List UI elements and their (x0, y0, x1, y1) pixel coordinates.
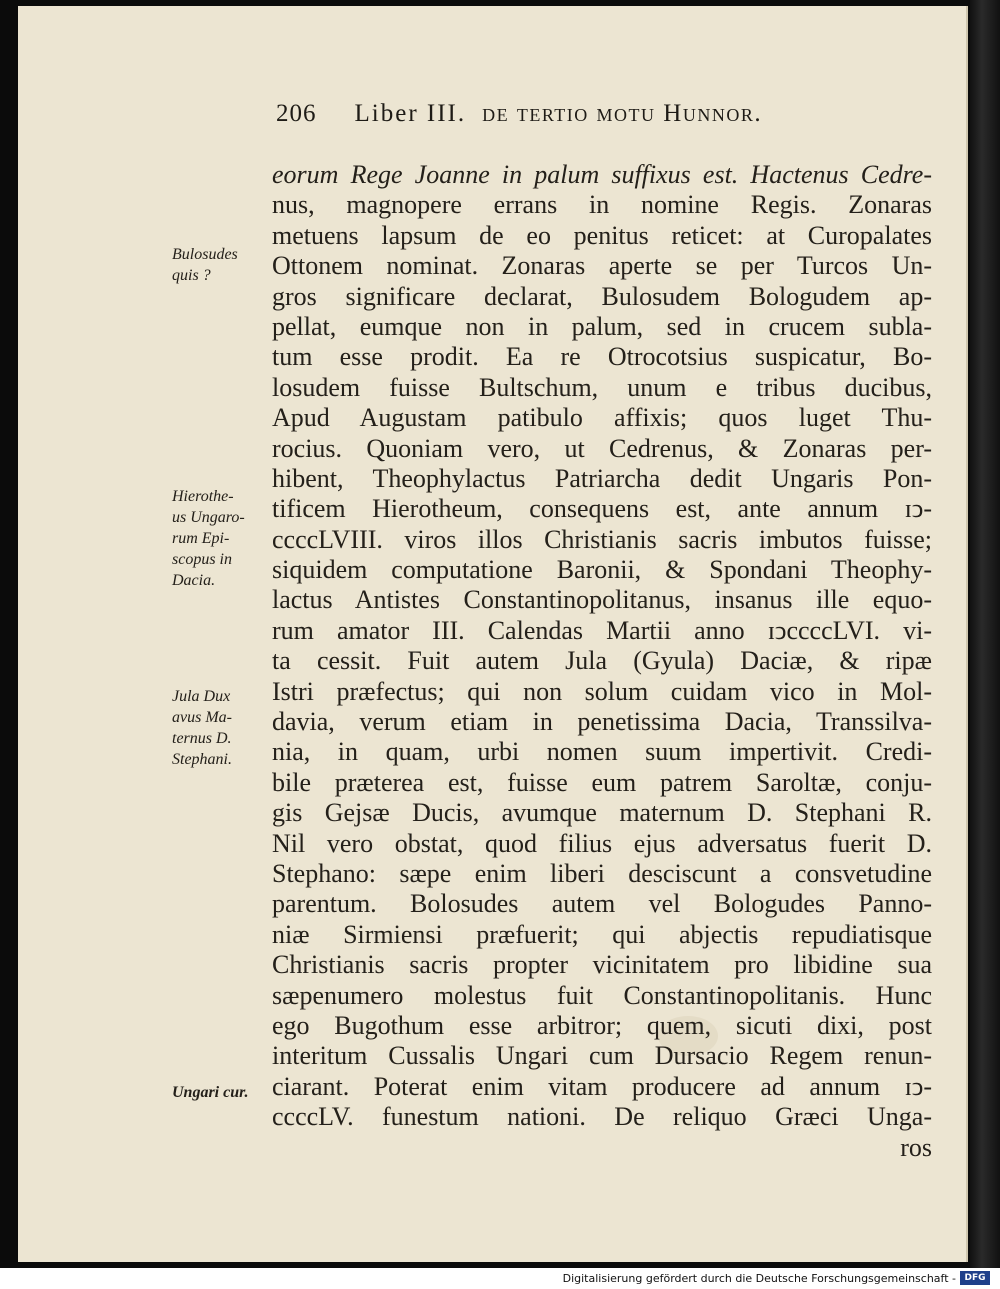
text-line: niæ Sirmiensi præfuerit; qui abjectis repudiatisque (272, 919, 932, 949)
margin-note-line: Ungari cur. (172, 1084, 249, 1101)
margin-note-line: us Ungaro- (172, 509, 245, 526)
margin-note-line: quis ? (172, 267, 211, 284)
page-number: 206 (276, 100, 317, 127)
margin-note-line: avus Ma- (172, 709, 232, 726)
text-line: rocius. Quoniam vero, ut Cedrenus, & Zonaras per- (272, 433, 932, 463)
margin-note-line: Hierothe- (172, 488, 234, 505)
text-line: nia, in quam, urbi nomen suum impertivit. Credi- (272, 737, 932, 767)
margin-note-hierotheus (172, 486, 272, 591)
margin-note-line: scopus in (172, 551, 232, 568)
book-binding-edge (970, 0, 1000, 1268)
text-line: pellat, eumque non in palum, sed in crucem subla- (272, 311, 932, 341)
text-line: tum esse prodit. Ea re Otrocotsius suspicatur, Bo- (272, 342, 932, 372)
text-line: lactus Antistes Constantinopolitanus, insanus ille equo- (272, 585, 932, 615)
text-line: siquidem computatione Baronii, & Spondani Theophy- (272, 555, 932, 585)
margin-note-line: Stephani. (172, 751, 232, 768)
text-line: tificem Hierotheum, consequens est, ante annum ɪↄ- (272, 494, 932, 524)
margin-note-line: Dacia. (172, 572, 216, 589)
running-head (276, 100, 916, 128)
margin-note-ungari (172, 1082, 272, 1103)
catchword: ros (900, 1132, 932, 1162)
text-line: gis Gejsæ Ducis, avumque maternum D. Stephani R. (272, 798, 932, 828)
text-line: Stephano: sæpe enim liberi desciscunt a consvetudine (272, 858, 932, 888)
chapter-title: de tertio motu Hunnor. (482, 100, 763, 127)
funding-notice: Digitalisierung gefördert durch die Deutsche Forschungsgemeinschaft - (562, 1272, 956, 1285)
text-line: ego Bugothum esse arbitror; quem, sicuti dixi, post (272, 1010, 932, 1040)
margin-note-line: Jula Dux (172, 688, 231, 705)
margin-note-line: ternus D. (172, 730, 232, 747)
text-line: bile præterea est, fuisse eum patrem Saroltæ, conju- (272, 767, 932, 797)
margin-note-line: Bulosudes (172, 246, 238, 263)
text-line: interitum Cussalis Ungari cum Dursacio Regem renun- (272, 1041, 932, 1071)
text-line: ciarant. Poterat enim vitam producere ad annum ɪↄ- (272, 1071, 932, 1101)
text-line: nus, magnopere errans in nomine Regis. Zonaras (272, 190, 932, 220)
margin-note-line: rum Epi- (172, 530, 230, 547)
text-line: ccccLV. funestum nationi. De reliquo Græci Unga- (272, 1102, 932, 1132)
margin-note-jula (172, 686, 272, 770)
text-line: ta cessit. Fuit autem Jula (Gyula) Daciæ, & ripæ (272, 646, 932, 676)
text-line: gros significare declarat, Bulosudem Bologudem ap- (272, 281, 932, 311)
text-line: Istri præfectus; qui non solum cuidam vico in Mol- (272, 676, 932, 706)
text-line: Christianis sacris propter vicinitatem pro libidine sua (272, 950, 932, 980)
text-line: eorum Rege Joanne in palum suffixus est. Hactenus Cedre- (272, 160, 932, 189)
dfg-logo: DFG (960, 1271, 990, 1285)
body-text (272, 160, 932, 1163)
text-line: metuens lapsum de eo penitus reticet: at Curopalates (272, 220, 932, 250)
text-line: Apud Augustam patibulo affixis; quos luget Thu- (272, 403, 932, 433)
text-line: ccccLVIII. viros illos Christianis sacris imbutos fuisse; (272, 524, 932, 554)
text-line: sæpenumero molestus fuit Constantinopolitanis. Hunc (272, 980, 932, 1010)
text-line: parentum. Bolosudes autem vel Bologudes Panno- (272, 889, 932, 919)
text-line: davia, verum etiam in penetissima Dacia, Transsilva- (272, 707, 932, 737)
text-line: rum amator III. Calendas Martii anno ɪↄccccLVI. vi- (272, 615, 932, 645)
text-line: Nil vero obstat, quod filius ejus adversatus fuerit D. (272, 828, 932, 858)
book-label: Liber III. (354, 100, 467, 127)
text-line: Ottonem nominat. Zonaras aperte se per Turcos Un- (272, 251, 932, 281)
text-line: losudem fuisse Bultschum, unum e tribus ducibus, (272, 372, 932, 402)
text-line: hibent, Theophylactus Patriarcha dedit Ungaris Pon- (272, 463, 932, 493)
margin-note-bulosudes (172, 244, 272, 286)
